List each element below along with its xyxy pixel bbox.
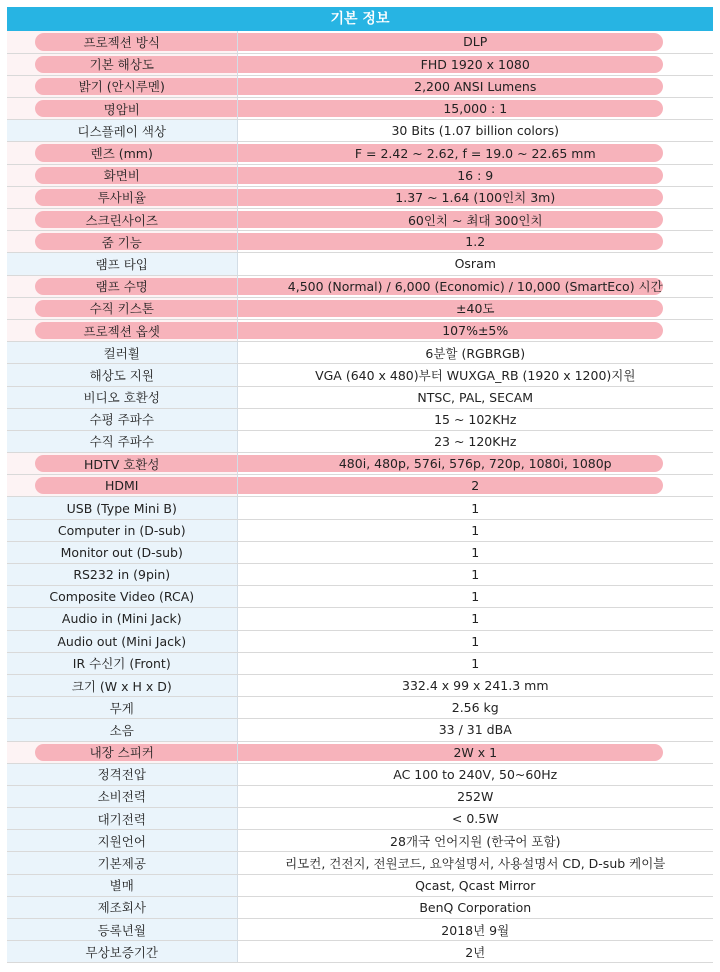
spec-value-cell [237,430,713,452]
spec-label-cell [7,785,237,807]
spec-label: 비디오 호환성 [83,390,160,406]
table-row [7,430,713,452]
spec-value: 1.37 ~ 1.64 (100인치 3m) [395,190,556,206]
table-row [7,297,713,319]
spec-label-cell [7,697,237,719]
spec-value-cell [237,874,713,896]
spec-label-cell [7,209,237,231]
table-row [7,919,713,941]
table-row [7,941,713,963]
table-row [7,364,713,386]
spec-value-cell [237,808,713,830]
spec-value-cell [237,164,713,186]
spec-label: 명암비 [103,101,140,117]
spec-label: 줌 기능 [101,234,142,250]
spec-value-cell [237,830,713,852]
spec-value-cell [237,98,713,120]
spec-value: 2 [471,478,480,494]
spec-label-cell [7,53,237,75]
spec-value-cell [237,630,713,652]
spec-value-cell [237,408,713,430]
spec-label: 렌즈 (mm) [90,146,153,162]
spec-label-cell [7,719,237,741]
table-row [7,408,713,430]
spec-value: 2,200 ANSI Lumens [414,78,537,94]
spec-value: < 0.5W [451,811,499,827]
spec-value: 16 : 9 [457,167,494,183]
spec-label-cell [7,275,237,297]
spec-value-cell [237,519,713,541]
spec-label-cell [7,808,237,830]
spec-label: Audio out (Mini Jack) [57,633,187,649]
spec-label-cell [7,919,237,941]
spec-label-cell [7,75,237,97]
highlight-bar [238,167,664,184]
table-row [7,275,713,297]
spec-value: 1.2 [465,234,486,250]
spec-label: HDTV 호환성 [84,456,160,472]
spec-value: 1 [471,567,480,583]
spec-value-cell [237,919,713,941]
spec-value: 1 [471,522,480,538]
spec-value: 60인치 ~ 최대 300인치 [407,212,543,228]
spec-label: 스크린사이즈 [85,212,158,228]
spec-label: 컬러휠 [103,345,140,361]
spec-value-cell [237,209,713,231]
spec-label-cell [7,231,237,253]
spec-value-cell [237,31,713,53]
spec-label-cell [7,586,237,608]
spec-value: 1 [471,544,480,560]
spec-value: 2W x 1 [453,744,498,760]
spec-label-cell [7,297,237,319]
table-row [7,164,713,186]
table-row [7,475,713,497]
spec-value: 252W [457,788,494,804]
spec-value: 1 [471,500,480,516]
spec-label-cell [7,386,237,408]
spec-label: 램프 타입 [95,256,148,272]
spec-value-cell [237,120,713,142]
spec-label-cell [7,763,237,785]
spec-label-cell [7,830,237,852]
spec-label-cell [7,519,237,541]
table-row [7,564,713,586]
spec-value-cell [237,75,713,97]
spec-value: VGA (640 x 480)부터 WUXGA_RB (1920 x 1200)지원 [315,367,636,383]
spec-value-cell [237,319,713,341]
table-row [7,541,713,563]
spec-value: BenQ Corporation [419,899,532,915]
spec-label-cell [7,608,237,630]
spec-label: IR 수신기 (Front) [72,656,171,672]
spec-label: 화면비 [103,168,140,184]
spec-label: RS232 in (9pin) [73,567,171,583]
spec-table [7,31,713,963]
table-row [7,830,713,852]
spec-label-cell [7,430,237,452]
spec-value-cell [237,497,713,519]
spec-value-cell [237,652,713,674]
table-row [7,519,713,541]
spec-value-cell [237,674,713,696]
spec-label-cell [7,896,237,918]
spec-label-cell [7,541,237,563]
spec-value-cell [237,896,713,918]
table-row [7,719,713,741]
spec-value: 1 [471,633,480,649]
spec-value: 33 / 31 dBA [438,722,512,738]
table-row [7,231,713,253]
spec-label: Audio in (Mini Jack) [61,611,182,627]
spec-label: 램프 수명 [95,279,148,295]
spec-value-cell [237,386,713,408]
spec-label-cell [7,364,237,386]
spec-label-cell [7,142,237,164]
spec-label: 무게 [109,700,134,716]
table-row [7,674,713,696]
spec-label: 디스플레이 색상 [77,123,166,139]
table-row [7,53,713,75]
spec-label-cell [7,164,237,186]
spec-value-cell [237,852,713,874]
table-row [7,808,713,830]
spec-label: Computer in (D-sub) [57,522,186,538]
spec-label: 프로젝션 방식 [83,34,160,50]
spec-label: 내장 스피커 [89,745,154,761]
table-row [7,785,713,807]
spec-value: 6분할 (RGBRGB) [425,345,526,361]
spec-label: 수직 키스톤 [89,301,154,317]
spec-label-cell [7,120,237,142]
spec-label-cell [7,852,237,874]
spec-label-cell [7,319,237,341]
spec-label-cell [7,564,237,586]
spec-label: 수직 주파수 [89,434,154,450]
table-row [7,253,713,275]
spec-value-cell [237,231,713,253]
spec-label: HDMI [105,478,139,494]
spec-value: 28개국 언어지원 (한국어 포함) [390,833,561,849]
spec-value-cell [237,719,713,741]
spec-label-cell [7,253,237,275]
highlight-bar [238,744,664,761]
spec-value-cell [237,297,713,319]
table-row [7,652,713,674]
table-row [7,497,713,519]
table-row [7,586,713,608]
table-row [7,209,713,231]
spec-value: 2018년 9월 [441,922,510,938]
spec-value-cell [237,142,713,164]
spec-label-cell [7,453,237,475]
spec-label-cell [7,186,237,208]
table-row [7,630,713,652]
spec-label: 크기 (W x H x D) [71,678,172,694]
spec-label: 대기전력 [97,811,146,827]
spec-value-cell [237,586,713,608]
spec-value: DLP [463,34,488,50]
spec-value: Qcast, Qcast Mirror [415,877,536,893]
spec-label: 지원언어 [97,833,146,849]
spec-label: Composite Video (RCA) [49,589,195,605]
spec-table-container [7,7,713,963]
spec-value-cell [237,763,713,785]
spec-value-cell [237,364,713,386]
spec-label-cell [7,941,237,963]
spec-value-cell [237,541,713,563]
spec-value: 15 ~ 102KHz [434,411,517,427]
table-header-title: 기본 정보 [330,11,390,27]
spec-label-cell [7,674,237,696]
spec-value-cell [237,941,713,963]
table-row [7,763,713,785]
spec-label: 투사비율 [97,190,146,206]
spec-value-cell [237,342,713,364]
spec-label: 별매 [109,878,134,894]
spec-label: 제조회사 [97,900,146,916]
spec-value: NTSC, PAL, SECAM [417,389,534,405]
spec-label-cell [7,31,237,53]
spec-label: 기본제공 [97,856,146,872]
table-row [7,75,713,97]
spec-value: 332.4 x 99 x 241.3 mm [402,678,549,694]
spec-value: 1 [471,611,480,627]
spec-label-cell [7,98,237,120]
spec-value-cell [237,564,713,586]
table-header [7,7,713,31]
spec-label-cell [7,630,237,652]
spec-value: 480i, 480p, 576i, 576p, 720p, 1080i, 1080p [338,456,612,472]
table-row [7,608,713,630]
table-row [7,342,713,364]
spec-label-cell [7,408,237,430]
table-row [7,386,713,408]
highlight-bar [238,33,664,51]
spec-table-body [7,31,713,963]
spec-label: 무상보증기간 [85,944,158,960]
spec-value-cell [237,475,713,497]
spec-value: 15,000 : 1 [443,101,508,117]
spec-label: Monitor out (D-sub) [60,544,183,560]
table-row [7,120,713,142]
spec-label-cell [7,342,237,364]
highlight-bar [238,300,664,317]
spec-label-cell [7,652,237,674]
spec-label-cell [7,741,237,763]
spec-value: 2.56 kg [451,700,499,716]
spec-value-cell [237,608,713,630]
spec-label: 소비전력 [97,789,146,805]
table-row [7,31,713,53]
spec-value: 1 [471,589,480,605]
spec-value: 107%±5% [442,323,509,339]
spec-value-cell [237,741,713,763]
table-row [7,453,713,475]
spec-value: 23 ~ 120KHz [434,433,517,449]
spec-value: F = 2.42 ~ 2.62, f = 19.0 ~ 22.65 mm [354,145,596,161]
spec-value-cell [237,697,713,719]
table-row [7,697,713,719]
highlight-bar [238,233,664,250]
spec-value: 1 [471,655,480,671]
table-row [7,874,713,896]
table-row [7,741,713,763]
spec-value-cell [237,53,713,75]
spec-label-cell [7,475,237,497]
table-row [7,98,713,120]
spec-label: 프로젝션 옵셋 [83,323,160,339]
table-row [7,896,713,918]
spec-value: 리모컨, 건전지, 전원코드, 요약설명서, 사용설명서 CD, D-sub 케이블 [285,856,666,872]
spec-value: ±40도 [456,301,495,317]
spec-label-cell [7,874,237,896]
spec-value: 30 Bits (1.07 billion colors) [391,123,560,139]
spec-label-cell [7,497,237,519]
spec-label: USB (Type Mini B) [66,500,177,516]
spec-value: 4,500 (Normal) / 6,000 (Economic) / 10,000 (SmartEco) 시간 [287,279,663,295]
spec-value: 2년 [465,944,486,960]
highlight-bar [238,477,664,494]
spec-label: 해상도 지원 [89,367,154,383]
spec-value-cell [237,275,713,297]
spec-value: Osram [454,256,496,272]
spec-label: 정격전압 [97,767,146,783]
spec-label: 밝기 (안시루멘) [78,79,165,95]
table-row [7,142,713,164]
spec-label: 수평 주파수 [89,412,154,428]
spec-value-cell [237,253,713,275]
spec-value: FHD 1920 x 1080 [420,56,530,72]
spec-value: AC 100 to 240V, 50~60Hz [393,766,558,782]
spec-label: 소음 [109,722,134,738]
spec-label: 기본 해상도 [89,57,154,73]
table-row [7,186,713,208]
spec-value-cell [237,186,713,208]
table-row [7,319,713,341]
spec-label: 등록년월 [97,922,146,938]
spec-value-cell [237,785,713,807]
table-row [7,852,713,874]
spec-value-cell [237,453,713,475]
